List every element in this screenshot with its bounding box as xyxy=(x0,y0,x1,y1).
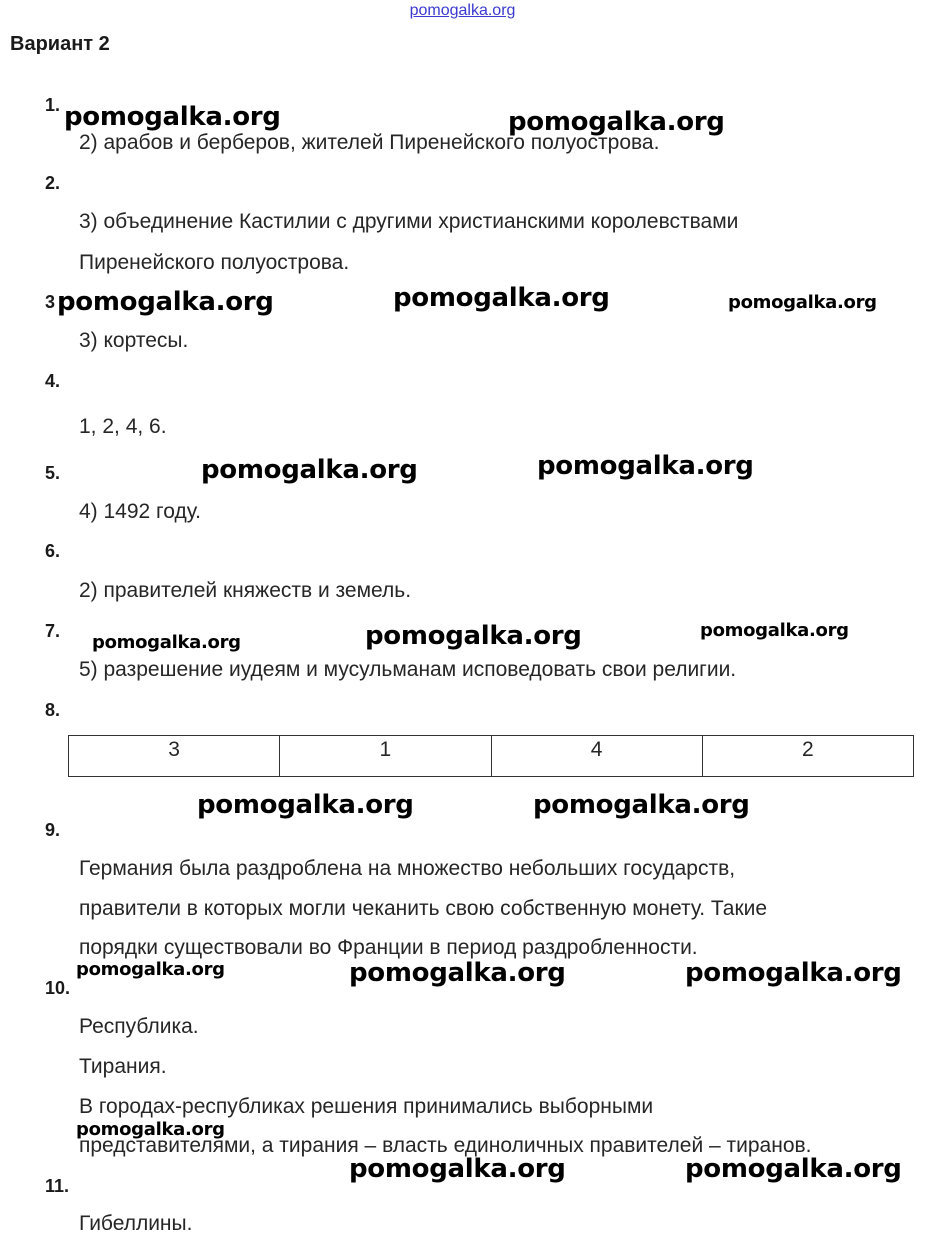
watermark: pomogalka.org xyxy=(57,287,274,317)
watermark: pomogalka.org xyxy=(728,292,877,313)
answer-text: 2) правителей княжеств и земель. xyxy=(79,579,412,602)
question-number: 2. xyxy=(45,173,61,193)
question-number: 4. xyxy=(45,371,61,391)
answer-text: 4) 1492 году. xyxy=(79,500,201,523)
table-cell: 1 xyxy=(280,736,491,777)
answer-text: представителями, а тирания – власть единоличных правителей – тиранов. xyxy=(79,1134,812,1157)
answer-text: 3) объединение Кастилии с другими христианскими королевствами xyxy=(79,210,739,233)
watermark: pomogalka.org xyxy=(349,1154,566,1184)
answer-text: 5) разрешение иудеям и мусульманам исповедовать свои религии. xyxy=(79,658,737,681)
table-cell: 2 xyxy=(702,736,913,777)
question-number: 10. xyxy=(45,978,71,998)
answer-text: Гибеллины. xyxy=(79,1212,193,1235)
answer-text: Пиренейского полуострова. xyxy=(79,251,350,274)
question-number: 3 xyxy=(45,292,56,312)
question-number: 5. xyxy=(45,463,61,483)
watermark: pomogalka.org xyxy=(92,632,241,653)
question-number: 8. xyxy=(45,700,61,720)
answer-text: Тирания. xyxy=(79,1055,167,1078)
watermark: pomogalka.org xyxy=(197,790,414,820)
question-number: 9. xyxy=(45,820,61,840)
question-number: 7. xyxy=(45,621,61,641)
question-number: 11. xyxy=(45,1176,70,1196)
table-row xyxy=(69,736,914,777)
watermark: pomogalka.org xyxy=(64,102,281,132)
watermark: pomogalka.org xyxy=(533,790,750,820)
watermark: pomogalka.org xyxy=(201,455,418,485)
question-number: 6. xyxy=(45,541,61,561)
answer-text: Республика. xyxy=(79,1015,199,1038)
answer-text: Германия была раздроблена на множество небольших государств, xyxy=(79,857,736,880)
answer-text: 1, 2, 4, 6. xyxy=(79,415,167,438)
watermark: pomogalka.org xyxy=(685,958,902,988)
watermark: pomogalka.org xyxy=(349,958,566,988)
answer-text: порядки существовали во Франции в период раздробленности. xyxy=(79,936,698,959)
table-cell: 4 xyxy=(491,736,702,777)
answer-text: правители в которых могли чеканить свою собственную монету. Такие xyxy=(79,897,768,920)
watermark: pomogalka.org xyxy=(685,1154,902,1184)
variant-title: Вариант 2 xyxy=(10,33,110,55)
watermark: pomogalka.org xyxy=(76,959,225,980)
answer-table xyxy=(68,735,914,777)
site-link[interactable]: pomogalka.org xyxy=(409,2,516,19)
watermark: pomogalka.org xyxy=(393,283,610,313)
answer-text: В городах-республиках решения принимались выборными xyxy=(79,1095,654,1118)
answer-text: 3) кортесы. xyxy=(79,329,189,352)
watermark: pomogalka.org xyxy=(508,107,725,137)
watermark: pomogalka.org xyxy=(76,1119,225,1140)
watermark: pomogalka.org xyxy=(365,621,582,651)
answer-text: 2) арабов и берберов, жителей Пиренейского полуострова. xyxy=(79,131,660,154)
watermark: pomogalka.org xyxy=(700,620,849,641)
question-number: 1. xyxy=(45,95,61,115)
watermark: pomogalka.org xyxy=(537,451,754,481)
table-cell: 3 xyxy=(69,736,280,777)
